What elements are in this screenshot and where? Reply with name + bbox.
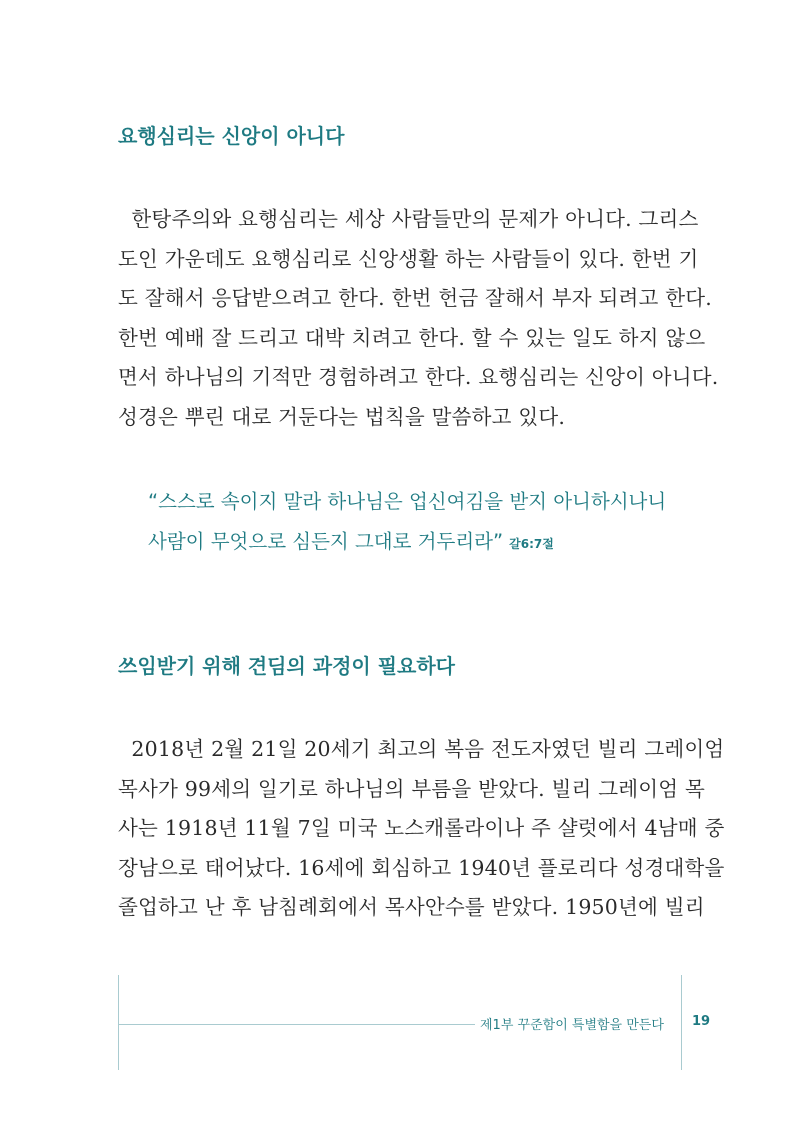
paragraph-line: 도인 가운데도 요행심리로 신앙생활 하는 사람들이 있다. 한번 기 bbox=[118, 246, 699, 271]
body-paragraph bbox=[118, 730, 725, 928]
paragraph-line: 졸업하고 난 후 남침례회에서 목사안수를 받았다. 1950년에 빌리 bbox=[118, 895, 705, 919]
scripture-quote bbox=[148, 482, 708, 564]
quote-line-with-reference bbox=[148, 522, 708, 564]
paragraph-line: 한탕주의와 요행심리는 세상 사람들만의 문제가 아니다. 그리스 bbox=[118, 207, 699, 231]
running-footer-title: 제1부 꾸준함이 특별함을 만든다 bbox=[480, 1018, 664, 1033]
paragraph-line: 한번 예배 잘 드리고 대박 치려고 한다. 할 수 있는 일도 하지 않으 bbox=[118, 325, 706, 350]
footer-right-rule bbox=[681, 975, 682, 1070]
quote-line: 사람이 무엇으로 심든지 그대로 거두리라” bbox=[148, 530, 504, 553]
page-number: 19 bbox=[692, 1014, 711, 1029]
footer-left-rule bbox=[118, 975, 119, 1070]
footer-horizontal-rule bbox=[118, 1024, 475, 1025]
quote-line: “스스로 속이지 말라 하나님은 업신여김을 받지 아니하시나니 bbox=[148, 490, 667, 513]
paragraph-line: 성경은 뿌린 대로 거둔다는 법칙을 말씀하고 있다. bbox=[118, 404, 566, 429]
section-heading: 요행심리는 신앙이 아니다 bbox=[118, 124, 345, 148]
paragraph-line: 도 잘해서 응답받으려고 한다. 한번 헌금 잘해서 부자 되려고 한다. bbox=[118, 286, 712, 310]
body-paragraph bbox=[118, 200, 719, 437]
paragraph-line: 사는 1918년 11월 7일 미국 노스캐롤라이나 주 샬럿에서 4남매 중 bbox=[118, 816, 725, 840]
paragraph-line: 면서 하나님의 기적만 경험하려고 한다. 요행심리는 신앙이 아니다. bbox=[118, 365, 719, 389]
paragraph-line: 2018년 2월 21일 20세기 최고의 복음 전도자였던 빌리 그레이엄 bbox=[118, 737, 725, 761]
scripture-reference: 갈6:7절 bbox=[509, 537, 554, 551]
paragraph-line: 목사가 99세의 일기로 하나님의 부름을 받았다. 빌리 그레이엄 목 bbox=[118, 776, 706, 801]
paragraph-line: 장남으로 태어났다. 16세에 회심하고 1940년 플로리다 성경대학을 bbox=[118, 855, 725, 880]
section-heading: 쓰임받기 위해 견딤의 과정이 필요하다 bbox=[118, 654, 455, 678]
